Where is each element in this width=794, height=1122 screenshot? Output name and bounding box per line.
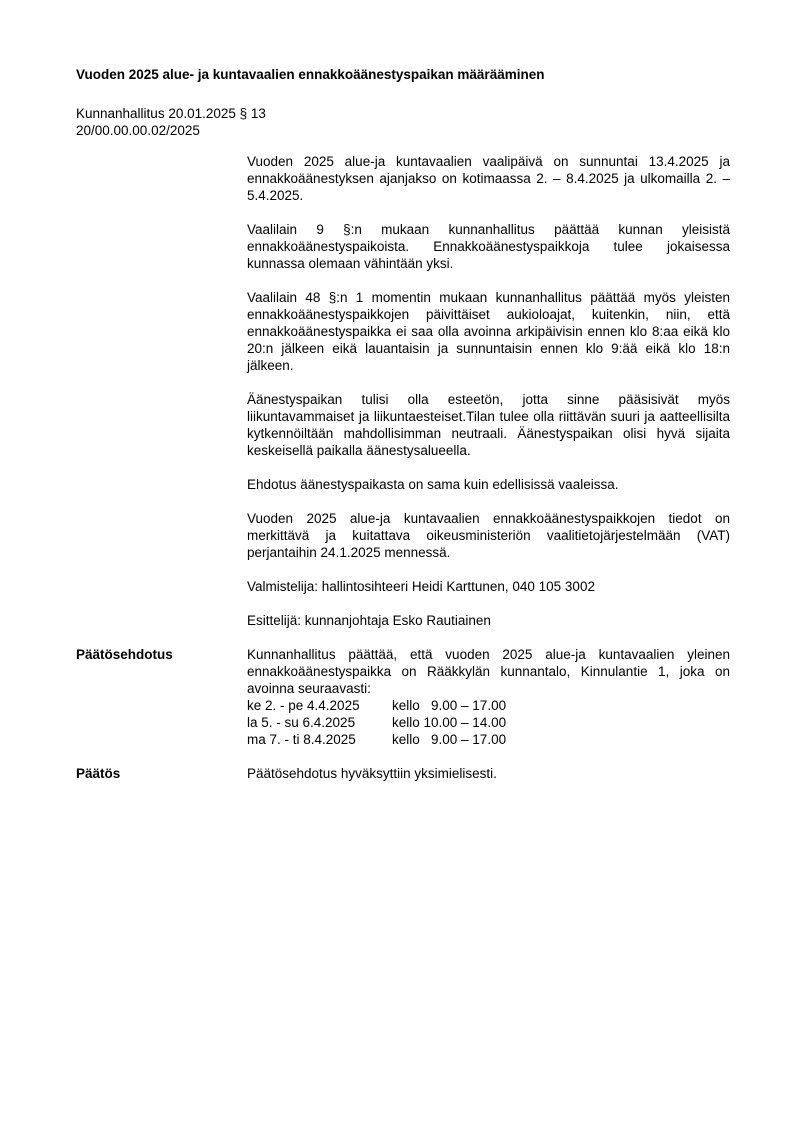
committee-line: Kunnanhallitus 20.01.2025 § 13 <box>76 106 266 121</box>
decision-proposal-intro: Kunnanhallitus päättää, että vuoden 2025 alue-ja kuntavaalien yleinen ennakkoäänestyspaikka on Rääkkylän kunnantalo, Kinnulantie 1, joka on avoinna seuraavasti: <box>247 647 730 696</box>
background-body <box>247 153 730 646</box>
schedule-time: kello 9.00 – 17.00 <box>392 732 507 747</box>
decision-proposal-label: Päätösehdotus <box>76 647 173 662</box>
decision-proposal-body <box>247 646 730 765</box>
schedule-dates: ma 7. - ti 8.4.2025 <box>247 732 356 747</box>
decision-text: Päätösehdotus hyväksyttiin yksimielisesti. <box>247 766 497 781</box>
schedule-row <box>247 714 730 731</box>
body-paragraph: Vuoden 2025 alue-ja kuntavaalien vaalipäivä on sunnuntai 13.4.2025 ja ennakkoäänestyksen ajanjakso on kotimaassa 2. – 8.4.2025 ja ulkomailla 2. – 5.4.2025. <box>247 154 730 203</box>
schedule-row <box>247 731 730 748</box>
schedule-dates: la 5. - su 6.4.2025 <box>247 715 356 730</box>
decision-body <box>247 765 730 799</box>
decision-label: Päätös <box>76 766 121 781</box>
decision-proposal-section <box>76 646 730 765</box>
body-paragraph: Ehdotus äänestyspaikasta on sama kuin edellisissä vaaleissa. <box>247 477 619 492</box>
body-paragraph: Vuoden 2025 alue-ja kuntavaalien ennakkoäänestyspaikkojen tiedot on merkittävä ja kuitattava oikeusministeriön vaalitietojärjestelmään (VAT) perjantaihin 24.1.2025 mennessä. <box>247 511 730 560</box>
document-title: Vuoden 2025 alue- ja kuntavaalien ennakkoäänestyspaikan määrääminen <box>76 67 545 82</box>
voting-schedule <box>247 697 730 748</box>
diary-number: 20/00.00.00.02/2025 <box>76 123 200 138</box>
decision-section <box>76 765 730 799</box>
body-paragraph: Äänestyspaikan tulisi olla esteetön, jotta sinne pääsisivät myös liikuntavammaiset ja liikuntaesteiset.Tilan tulee olla riittävän suuri ja aatteellisilta kytkennöiltään mahdollisimman neutraali. Äänestyspaikan olisi hyvä sijaita keskeisellä paikalla äänestysalueella. <box>247 392 730 458</box>
background-section <box>76 153 730 646</box>
schedule-time: kello 9.00 – 17.00 <box>392 698 507 713</box>
body-paragraph: Vaalilain 9 §:n mukaan kunnanhallitus päättää kunnan yleisistä ennakkoäänestyspaikoista. Ennakkoäänestyspaikkoja tulee jokaisessa kunnassa olemaan vähintään yksi. <box>247 222 730 271</box>
schedule-row <box>247 697 730 714</box>
schedule-time: kello 10.00 – 14.00 <box>392 715 507 730</box>
body-paragraph: Vaalilain 48 §:n 1 momentin mukaan kunnanhallitus päättää myös yleisten ennakkoäänestyspaikkojen päivittäiset aukioloajat, kuitenkin, niin, että ennakkoäänestyspaikka ei saa olla avoinna arkipäivisin ennen klo 8:aa eikä klo 20:n jälkeen eikä lauantaisin ja sunnuntaisin ennen klo 9:ää eikä klo 18:n jälkeen. <box>247 290 730 373</box>
presenter-line: Esittelijä: kunnanjohtaja Esko Rautiainen <box>247 613 491 628</box>
preparer-line: Valmistelija: hallintosihteeri Heidi Karttunen, 040 105 3002 <box>247 579 595 594</box>
schedule-dates: ke 2. - pe 4.4.2025 <box>247 698 360 713</box>
